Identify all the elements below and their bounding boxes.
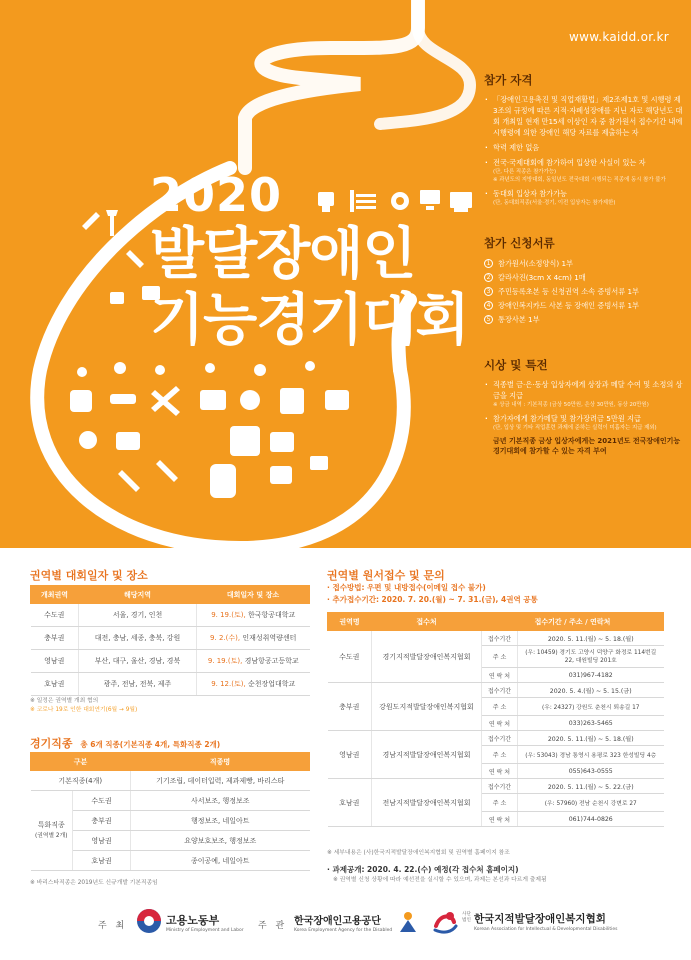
organizer-2-name: 한국지적발달장애인복지협회 (474, 913, 606, 925)
host-label: 주 최 (98, 921, 128, 931)
applications-title: 권역별 원서접수 및 문의 (327, 569, 445, 582)
eligibility-heading: 참가 자격 (484, 73, 533, 87)
table-row: 충부권 강원도지적발달장애인복지협회 접수기간 2020. 5. 4.(월) ~ 5. 15.(금) (328, 683, 664, 698)
announce: · 과제공개: 2020. 4. 22.(수) 예정(각 접수처 홈페이지) (327, 865, 519, 874)
table-row: 충부권 대전, 충남, 세종, 충북, 강원 9. 2.(수), 인재성취역량센터 (31, 627, 310, 650)
eligibility-item: · 「장애인고용촉진 및 직업재활법」제2조제1호 및 시행령 제3조의 규정에 따른 지적·자폐성장애를 지닌 자로 해당년도 대회 개최일 현재 만15세 이상인 자 중 참가원서 접수기간 내에 시행령에 의한 장애인 해당 자료를 제출하는 자 (484, 94, 684, 138)
awards-highlight-note: 금년 기본직종 금상 입상자에게는 2021년도 전국장애인기능경기대회에 참가할 수 있는 자격 부여 (493, 437, 681, 455)
table-row: 수도권 경기지적발달장애인복지협회 접수기간 2020. 5. 11.(월) ~ 5. 18.(월) (328, 631, 664, 646)
title-year: 2020 (150, 168, 283, 222)
applications-lead (327, 582, 538, 606)
announce-note: ※ 권역별 신청 상황에 따라 예선전을 실시할 수 있으며, 과제는 본선과 다르게 출제됨 (333, 877, 547, 883)
categories-header: 직종명 (131, 753, 310, 771)
awards-list (484, 379, 684, 432)
awards-section (484, 357, 684, 456)
eligibility-item: · 학력 제한 없음 (484, 142, 684, 153)
organizer-2-prefix: 사단법인 (462, 912, 471, 923)
footer (0, 880, 691, 960)
kead-logo-icon (398, 910, 418, 934)
documents-section (484, 235, 684, 327)
categories-note: ※ 바리스타직종은 2019년도 신규개발 기본직종임 (30, 880, 158, 886)
documents-heading: 참가 신청서류 (484, 236, 555, 250)
award-item: · 참가자에게 참가메달 및 참가장려금 5만원 지급 (단, 입상 및 기타 직업훈련 과제에 준하는 실력이 미흡자는 지급 제외) (484, 413, 684, 432)
info-column (484, 72, 684, 468)
categories-title: 경기직종 총 6개 직종(기본직종 4개, 특화직종 2개) (30, 737, 221, 750)
title-line-1: 발달장애인 (150, 222, 416, 287)
regional-header: 해당지역 (79, 586, 197, 604)
kaidd-logo-icon (432, 908, 458, 934)
applications-table: 권역명 접수처 접수기간 / 주소 / 연락처 수도권 경기지적발달장애인복지협회 접수기간 2020. 5. 11.(월) ~ 5. 18.(월) 주 소 (우: 10459) 경기도 고양시 덕양구 화정로 114번길 22, 대원빌딩 201호 연 락 처 031)967-4182 충부권 강원도지적발달장애인복지협회 접수기간 2020. 5. 4.(월) ~ 5. 15.(금) 주 소 (우: 24327) 강원도 춘천시 퇴송길 17 연 락 처 033)263-5465 영남권 경남지적발달장애인복지협회 접수기간 2020. 5. 11.(월) ~ 5. 18.(월) 주 소 (우: 53043) 경남 통영시 용평로 323 한성빌딩 4층 연 락 처 055)643-0555 호남권 전남지적발달장애인복지협회 접수기간 2020. 5. 11.(월) ~ 5. 22.(금) 주 소 (우: 57960) 전남 순천시 강변로 27 연 락 처 061)744-0826 (327, 612, 664, 827)
document-item: 5 통장사본 1부 (484, 313, 684, 327)
title-block (150, 168, 510, 354)
document-item: 4 장애인복지카드 사본 등 장애인 증빙서류 1부 (484, 299, 684, 313)
categories-header: 구분 (31, 753, 131, 771)
document-item: 3 주민등록초본 등 신청권역 소속 증빙서류 1부 (484, 285, 684, 299)
table-row: 호남권 광주, 전남, 전북, 제주 9. 12.(토), 순천장업대학교 (31, 673, 310, 696)
table-row: 영남권 부산, 대구, 울산, 경남, 경북 9. 19.(토), 경남항공고등학교 (31, 650, 310, 673)
regional-header: 개최권역 (31, 586, 79, 604)
document-item: 1 참가원서(소정양식) 1부 (484, 257, 684, 271)
eligibility-item: · 전국·국제대회에 참가하여 입상한 사실이 있는 자 (단, 다른 직종은 참가가능) ※ 과년도의 지방대회, 동일년도 전국대회 시행되는 직종에 동시 참가 불가 (484, 157, 684, 184)
applications-header: 권역명 (328, 613, 372, 631)
applications-method: · 접수방법: 우편 및 내방접수(이메일 접수 불가) (327, 582, 538, 594)
organizer-label: 주 관 (258, 921, 288, 931)
title-line-2: 기능경기대회 (150, 288, 469, 353)
awards-heading: 시상 및 특전 (484, 358, 548, 372)
table-row: 영남권 경남지적발달장애인복지협회 접수기간 2020. 5. 11.(월) ~ 5. 18.(월) (328, 731, 664, 746)
table-row: 영남권 요양보호보조, 행정보조 (31, 831, 310, 851)
eligibility-list (484, 94, 684, 207)
applications-extra-period: · 추가접수기간: 2020. 7. 20.(월) ~ 7. 31.(금), 4권역 공통 (327, 594, 538, 606)
table-row: 호남권 전남지적발달장애인복지협회 접수기간 2020. 5. 11.(월) ~ 5. 22.(금) (328, 779, 664, 794)
regional-table (30, 585, 310, 696)
organizer-2-eng: Korean Association for Intellectual & Developmental Disabilities (474, 927, 618, 932)
categories-table (30, 752, 310, 871)
regional-note: ※ 일정은 권역별 개최 협의 (30, 698, 99, 704)
website-url[interactable]: www.kaidd.or.kr (568, 30, 669, 44)
moel-logo-icon (136, 908, 162, 934)
regional-title: 권역별 대회일자 및 장소 (30, 569, 148, 582)
eligibility-item: · 동대회 입상자 참가가능 (단, 동대회직종(서울·경기, 이전 입상자는 참가제한) (484, 188, 684, 207)
table-row: 특화직종 (권역별 2개) 수도권 사서보조, 행정보조 (31, 791, 310, 811)
table-row: 수도권 서울, 경기, 인천 9. 19.(토), 한국항공대학교 (31, 604, 310, 627)
organizer-1-name: 한국장애인고용공단 (294, 916, 381, 927)
host-name-eng: Ministry of Employment and Labor (166, 928, 244, 933)
applications-header: 접수처 (372, 613, 482, 631)
eligibility-section (484, 72, 684, 207)
table-row: 기본직종(4개) 기기조립, 데이터입력, 제과제빵, 바리스타 (31, 771, 310, 791)
regional-header: 대회일자 및 장소 (197, 586, 310, 604)
table-row: 충부권 행정보조, 네일아트 (31, 811, 310, 831)
host-name: 고용노동부 (166, 914, 220, 927)
bottom-tool-icons (60, 360, 420, 510)
applications-header: 접수기간 / 주소 / 연락처 (482, 613, 664, 631)
table-row: 호남권 종이공예, 네일아트 (31, 851, 310, 871)
organizer-1-eng: Korea Employment Agency for the Disabled (294, 928, 393, 933)
document-item: 2 칼라사진(3cm X 4cm) 1매 (484, 271, 684, 285)
award-item: · 직종별 금·은·동상 입상자에게 상장과 메달 수여 및 소정의 상금을 지급 ※ 상금 내역 : 기본직종 (금상 50만원, 은상 30만원, 동상 20만원) (484, 379, 684, 409)
applications-note: ※ 세부내용은 (사)한국지적발달장애인복지협회 및 권역별 홈페이지 참조 (327, 850, 510, 856)
regional-note-covid: ※ 코로나 19로 인한 대회연기(6월 → 9월) (30, 707, 138, 713)
documents-list (484, 257, 684, 327)
